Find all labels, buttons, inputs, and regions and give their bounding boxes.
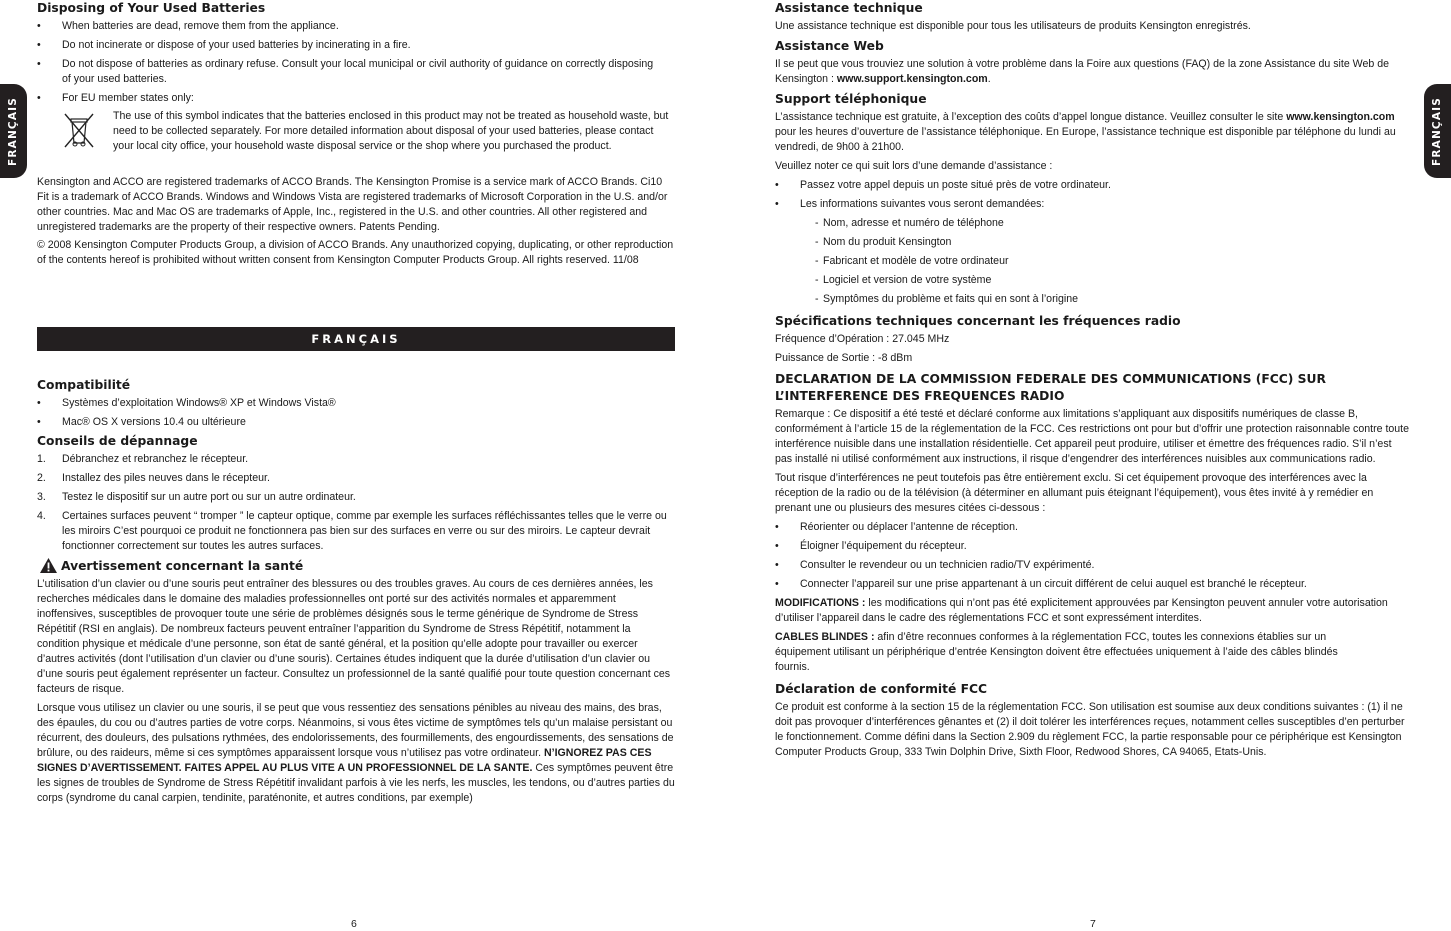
compat-heading: Compatibilité — [37, 378, 131, 392]
list-item: • For EU member states only: — [37, 92, 194, 104]
list-item: - Symptômes du problème et faits qui en sont à l’origine — [815, 293, 1078, 305]
radio-power: Puissance de Sortie : -8 dBm — [775, 352, 913, 364]
radio-frequency: Fréquence d’Opération : 27.045 MHz — [775, 333, 950, 345]
list-item: - Nom, adresse et numéro de téléphone — [815, 217, 1004, 229]
radio-heading: Spécifications techniques concernant les fréquences radio — [775, 314, 1181, 328]
phone-note: Veuillez noter ce qui suit lors d’une demande d’assistance : — [775, 160, 1053, 172]
phone-heading: Support téléphonique — [775, 92, 927, 106]
list-item: - Fabricant et modèle de votre ordinateur — [815, 255, 1009, 267]
list-item: - Logiciel et version de votre système — [815, 274, 992, 286]
page-number-left: 6 — [351, 918, 357, 930]
assistance-text: Une assistance technique est disponible pour tous les utilisateurs de produits Kensington enregistrés. — [775, 20, 1251, 32]
batteries-heading: Disposing of Your Used Batteries — [37, 1, 266, 15]
list-item: 2. Installez des piles neuves dans le récepteur. — [37, 472, 270, 484]
health-paragraph-2: Lorsque vous utilisez un clavier ou une souris, il se peut que vous ressentiez des sensations pénibles au niveau des mains, des bras, des épaules, du cou ou d’autres parties de votre corps. Néanmoins, si vous êtes victime de symptômes tels qu’un malaise persistant ou récurrent, des douleurs, des pulsations rythmées, des endolorissements, des fourmillements, des engourdissements, des sensations de brûlure, ou des raideurs, même si ces symptômes apparaissent lorsque vous n’utilisez pas votre ordinateur. N’IGNOREZ PAS CES SIGNES D’AVERTISSEMENT. FAITES APPEL AU PLUS VITE A UN PROFESSIONNEL DE LA SANTE. Ces symptômes peuvent être les signes de troubles de Syndrome de Stress Répétitif invalidant parfois à vie les nerfs, les muscles, les tendons, ou d’autres parties du corps (syndrome du canal carpien, tendinite, paraténonite, et autres conditions, par exemple) — [37, 702, 675, 804]
health-title: Avertissement concernant la santé — [61, 558, 304, 573]
trademarks-text: Kensington and ACCO are registered trademarks of ACCO Brands. The Kensington Promise is a service mark of ACCO Brands. Ci10 Fit is a trademark of ACCO Brands. Windows and Windows Vista are registered trademarks of Microsoft Corporation in the U.S. and/or other countries. Mac and Mac OS are trademarks of Apple, Inc., registered in the U.S. and other countries. All other registered and unregistered trademarks are the property of their respective owners. Patents Pending. — [37, 176, 668, 233]
web-text: Il se peut que vous trouviez une solution à votre problème dans la Foire aux questions (FAQ) de la zone Assistance du site Web de Kensington : www.support.kensington.com. — [775, 58, 1390, 85]
page-number-right: 7 — [1090, 918, 1096, 930]
health-paragraph-1: L’utilisation d’un clavier ou d’une souris peut entraîner des blessures ou des troubles graves. Au cours de ces dernières années, les recherches médicales dans le domaine des maladies professionnelles ont porté sur des activités normales et apparemment inoffensives, susceptibles de provoquer toute une série de problèmes désignés sous le terme générique de Syndrome de Stress Répétitif (RSI en anglais). De nombreux facteurs peuvent entraîner l’apparition du Syndrome de Stress Répétitif, notamment la condition physique et médicale d’une personne, son état de santé général, et la position qu’elle adopte pour travailler ou exercer d’autres activités (dont l’utilisation d’un clavier ou d’une souris). Certaines études indiquent que la durée d’utilisation d’un clavier ou d’une souris peut également représenter un facteur. Consultez un professionnel de la santé qualifié pour toute question concernant ces facteurs de risque. — [37, 578, 671, 695]
troubleshooting-heading: Conseils de dépannage — [37, 434, 198, 448]
list-item: 3. Testez le dispositif sur un autre port ou sur un autre ordinateur. — [37, 491, 356, 503]
fcc-heading: DECLARATION DE LA COMMISSION FEDERALE DES COMMUNICATIONS (FCC) SUR L’INTERFERENCE DES FREQUENCES RADIO — [775, 372, 1326, 403]
troubleshooting-list — [37, 452, 675, 554]
side-tab-right — [1424, 84, 1451, 178]
list-item: • Réorienter ou déplacer l’antenne de réception. — [775, 521, 1018, 533]
list-item: 4. Certaines surfaces peuvent “ tromper ” le capteur optique, comme par exemple les surfaces réfléchissantes telles que le verre ou les miroirs C’est pourquoi ce produit ne fonctionnera pas bien sur des surfaces en verre ou sur des miroirs. Le capteur devrait fonctionner correctement sur toutes les autres surfaces. — [37, 510, 667, 552]
crossed-bin-icon — [62, 111, 96, 149]
modifications-text: MODIFICATIONS : les modifications qui n’ont pas été explicitement approuvées par Kensington peuvent annuler votre autorisation d’utiliser l’appareil dans le cadre des réglementations FCC et sont expressément interdites. — [775, 597, 1388, 624]
list-item: • Do not incinerate or dispose of your used batteries by incinerating in a fire. — [37, 39, 411, 51]
kensington-link[interactable]: www.kensington.com — [1286, 111, 1395, 123]
list-item: • Consulter le revendeur ou un technicien radio/TV expérimenté. — [775, 559, 1095, 571]
language-banner: FRANÇAIS — [37, 327, 675, 351]
phone-text: L’assistance technique est gratuite, à l’exception des coûts d’appel longue distance. Veuillez consulter le site www.kensington.com pour les heures d’ouverture de l’assistance téléphonique. En Europe, l’assistance technique est disponible par téléphone du lundi au vendredi, de 9h00 à 21h00. — [775, 111, 1396, 153]
list-item: • Mac® OS X versions 10.4 ou ultérieure — [37, 416, 246, 428]
web-heading: Assistance Web — [775, 39, 884, 53]
list-item: - Nom du produit Kensington — [815, 236, 952, 248]
fcc-paragraph-1: Remarque : Ce dispositif a été testé et déclaré conforme aux limitations s’appliquant aux dispositifs numériques de classe B, conformément à l’article 15 de la réglementation de la FCC. Ces restrictions ont pour but d’offrir une protection raisonnable contre toute interférence nuisible dans une installation résidentielle. Cet appareil peut produire, utiliser et émettre des fréquences radio. S’il n’est pas installé ni utilisé conformément aux instructions, il risque d’engendrer des interférences nuisibles aux communications radio. — [775, 408, 1410, 465]
cables-text: CABLES BLINDES : afin d’être reconnues conformes à la réglementation FCC, toutes les connexions établies sur un équipement utilisant un périphérique d’entrée Kensington doivent être effectuées uniquement à l’aide des câbles blindés fournis. — [775, 631, 1338, 673]
support-link[interactable]: www.support.kensington.com — [836, 73, 988, 85]
warning-icon — [39, 557, 58, 574]
list-item: • Systèmes d’exploitation Windows® XP et Windows Vista® — [37, 397, 336, 409]
fcc-paragraph-2: Tout risque d’interférences ne peut toutefois pas être entièrement exclu. Si cet équipement provoque des interférences avec la réception de la radio ou de la télévision (à déterminer en allumant puis éteignant l’équipement), vous êtes invité à y remédier en prenant une ou plusieurs des mesures citées ci-dessous : — [775, 472, 1374, 514]
side-tab-left-label: FRANÇAIS — [7, 96, 20, 166]
eu-disposal-text: The use of this symbol indicates that the batteries enclosed in this product may not be treated as household waste, but need to be collected separately. For more detailed information about disposal of your used batteries, please contact your local city office, your household waste disposal service or the shop where you purchased the product. — [113, 110, 669, 152]
list-item: • Les informations suivantes vous seront demandées: — [775, 198, 1045, 210]
side-tab-right-label: FRANÇAIS — [1431, 96, 1444, 166]
left-column — [37, 0, 675, 268]
list-item: 1. Débranchez et rebranchez le récepteur. — [37, 453, 249, 465]
conformity-text: Ce produit est conforme à la section 15 de la réglementation FCC. Son utilisation est soumise aux deux conditions suivantes : (1) il ne doit pas provoquer d’interférences gênantes et (2) il doit tolérer les interférences reçues, notamment celles susceptibles d’en perturber le fonctionnement. Comme défini dans la Section 2.909 du règlement FCC, la partie responsable pour ce périphérique est Kensington Computer Products Group, 333 Twin Dolphin Drive, Sixth Floor, Redwood Shores, CA 94065, Etats-Unis. — [775, 701, 1405, 758]
side-tab-left — [0, 84, 27, 178]
list-item: • Connecter l’appareil sur une prise appartenant à un circuit différent de celui auquel est branché le récepteur. — [775, 578, 1307, 590]
list-item: • Do not dispose of batteries as ordinary refuse. Consult your local municipal or civil authority of guidance on correctly disposing of your used batteries. — [37, 58, 654, 85]
list-item: • Passez votre appel depuis un poste situé près de votre ordinateur. — [775, 179, 1111, 191]
batteries-list — [37, 19, 675, 154]
list-item: • Éloigner l’équipement du récepteur. — [775, 540, 967, 552]
conformity-heading: Déclaration de conformité FCC — [775, 682, 988, 696]
assistance-heading: Assistance technique — [775, 1, 923, 15]
eu-disposal-notice — [37, 109, 675, 154]
right-column — [775, 0, 1410, 760]
copyright-text: © 2008 Kensington Computer Products Group, a division of ACCO Brands. Any unauthorized copying, duplicating, or other reproduction of the contents hereof is prohibited without written consent from Kensington Computer Products Group. All rights reserved. 11/08 — [37, 239, 674, 266]
health-heading — [37, 557, 675, 574]
french-section — [37, 377, 675, 806]
list-item: • When batteries are dead, remove them from the appliance. — [37, 20, 339, 32]
